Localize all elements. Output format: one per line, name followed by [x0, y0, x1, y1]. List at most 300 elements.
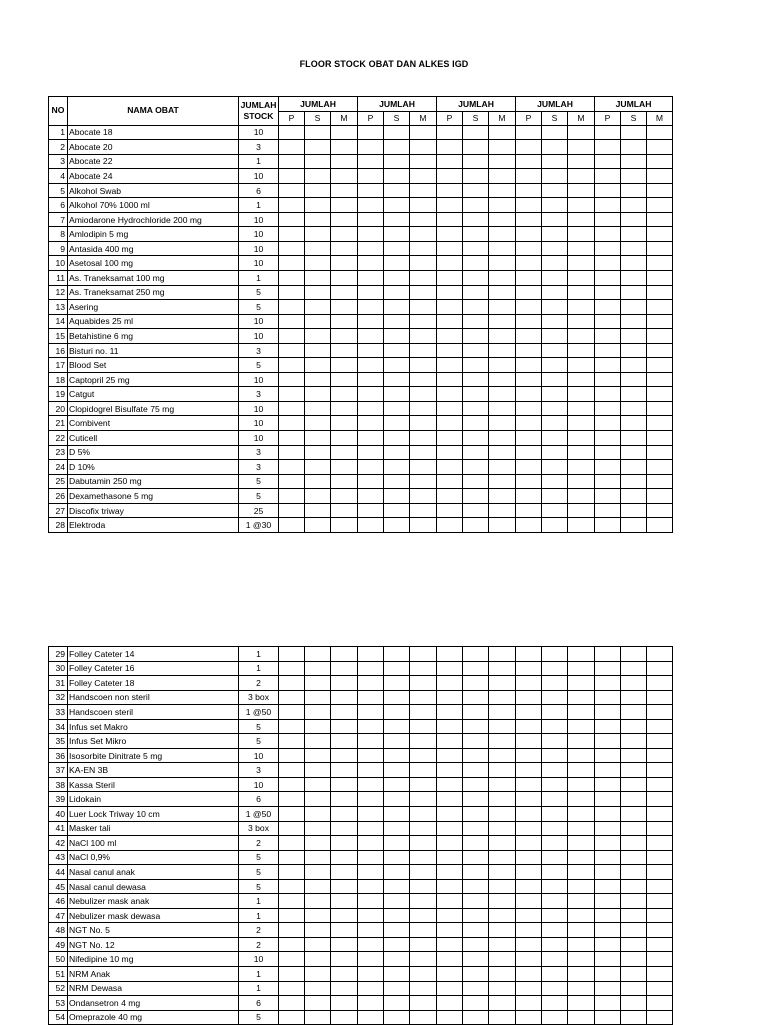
count-cell[interactable] [463, 879, 489, 894]
count-cell[interactable] [568, 879, 595, 894]
count-cell[interactable] [384, 314, 410, 329]
count-cell[interactable] [410, 358, 437, 373]
count-cell[interactable] [516, 358, 542, 373]
count-cell[interactable] [463, 952, 489, 967]
count-cell[interactable] [595, 908, 621, 923]
count-cell[interactable] [358, 140, 384, 155]
count-cell[interactable] [384, 154, 410, 169]
count-cell[interactable] [568, 445, 595, 460]
count-cell[interactable] [279, 967, 305, 982]
count-cell[interactable] [568, 285, 595, 300]
count-cell[interactable] [279, 285, 305, 300]
count-cell[interactable] [621, 865, 647, 880]
count-cell[interactable] [647, 807, 673, 822]
count-cell[interactable] [279, 690, 305, 705]
count-cell[interactable] [331, 358, 358, 373]
count-cell[interactable] [358, 908, 384, 923]
count-cell[interactable] [647, 460, 673, 475]
count-cell[interactable] [410, 154, 437, 169]
count-cell[interactable] [647, 734, 673, 749]
count-cell[interactable] [516, 879, 542, 894]
count-cell[interactable] [358, 821, 384, 836]
count-cell[interactable] [279, 140, 305, 155]
count-cell[interactable] [542, 460, 568, 475]
count-cell[interactable] [621, 792, 647, 807]
count-cell[interactable] [384, 169, 410, 184]
count-cell[interactable] [647, 227, 673, 242]
count-cell[interactable] [621, 1010, 647, 1025]
count-cell[interactable] [542, 1010, 568, 1025]
count-cell[interactable] [568, 952, 595, 967]
count-cell[interactable] [595, 850, 621, 865]
count-cell[interactable] [358, 937, 384, 952]
count-cell[interactable] [384, 690, 410, 705]
count-cell[interactable] [489, 792, 516, 807]
count-cell[interactable] [595, 981, 621, 996]
count-cell[interactable] [331, 865, 358, 880]
count-cell[interactable] [437, 981, 463, 996]
count-cell[interactable] [621, 416, 647, 431]
count-cell[interactable] [305, 661, 331, 676]
count-cell[interactable] [384, 445, 410, 460]
count-cell[interactable] [568, 358, 595, 373]
count-cell[interactable] [410, 690, 437, 705]
count-cell[interactable] [621, 401, 647, 416]
count-cell[interactable] [437, 503, 463, 518]
count-cell[interactable] [279, 821, 305, 836]
count-cell[interactable] [463, 460, 489, 475]
count-cell[interactable] [358, 300, 384, 315]
count-cell[interactable] [305, 285, 331, 300]
count-cell[interactable] [516, 908, 542, 923]
count-cell[interactable] [647, 503, 673, 518]
count-cell[interactable] [331, 850, 358, 865]
count-cell[interactable] [384, 719, 410, 734]
count-cell[interactable] [358, 967, 384, 982]
count-cell[interactable] [595, 792, 621, 807]
count-cell[interactable] [410, 937, 437, 952]
count-cell[interactable] [568, 140, 595, 155]
count-cell[interactable] [410, 431, 437, 446]
count-cell[interactable] [358, 865, 384, 880]
count-cell[interactable] [331, 416, 358, 431]
count-cell[interactable] [489, 763, 516, 778]
count-cell[interactable] [463, 431, 489, 446]
count-cell[interactable] [437, 836, 463, 851]
count-cell[interactable] [542, 212, 568, 227]
count-cell[interactable] [542, 198, 568, 213]
count-cell[interactable] [279, 777, 305, 792]
count-cell[interactable] [384, 198, 410, 213]
count-cell[interactable] [595, 836, 621, 851]
count-cell[interactable] [568, 154, 595, 169]
count-cell[interactable] [358, 489, 384, 504]
count-cell[interactable] [384, 777, 410, 792]
count-cell[interactable] [621, 908, 647, 923]
count-cell[interactable] [647, 387, 673, 402]
count-cell[interactable] [358, 271, 384, 286]
count-cell[interactable] [489, 241, 516, 256]
count-cell[interactable] [279, 865, 305, 880]
count-cell[interactable] [358, 387, 384, 402]
count-cell[interactable] [358, 198, 384, 213]
count-cell[interactable] [384, 763, 410, 778]
count-cell[interactable] [410, 719, 437, 734]
count-cell[interactable] [358, 372, 384, 387]
count-cell[interactable] [384, 125, 410, 140]
count-cell[interactable] [279, 372, 305, 387]
count-cell[interactable] [331, 908, 358, 923]
count-cell[interactable] [331, 503, 358, 518]
count-cell[interactable] [305, 372, 331, 387]
count-cell[interactable] [305, 460, 331, 475]
count-cell[interactable] [647, 198, 673, 213]
count-cell[interactable] [621, 489, 647, 504]
count-cell[interactable] [595, 343, 621, 358]
count-cell[interactable] [516, 923, 542, 938]
count-cell[interactable] [542, 489, 568, 504]
count-cell[interactable] [437, 807, 463, 822]
count-cell[interactable] [621, 285, 647, 300]
count-cell[interactable] [647, 719, 673, 734]
count-cell[interactable] [516, 894, 542, 909]
count-cell[interactable] [647, 300, 673, 315]
count-cell[interactable] [621, 198, 647, 213]
count-cell[interactable] [384, 431, 410, 446]
count-cell[interactable] [489, 952, 516, 967]
count-cell[interactable] [279, 518, 305, 533]
count-cell[interactable] [410, 763, 437, 778]
count-cell[interactable] [647, 329, 673, 344]
count-cell[interactable] [384, 241, 410, 256]
count-cell[interactable] [489, 285, 516, 300]
count-cell[interactable] [437, 256, 463, 271]
count-cell[interactable] [595, 125, 621, 140]
count-cell[interactable] [542, 125, 568, 140]
count-cell[interactable] [384, 372, 410, 387]
count-cell[interactable] [358, 981, 384, 996]
count-cell[interactable] [331, 719, 358, 734]
count-cell[interactable] [647, 1010, 673, 1025]
count-cell[interactable] [647, 343, 673, 358]
count-cell[interactable] [279, 748, 305, 763]
count-cell[interactable] [595, 967, 621, 982]
count-cell[interactable] [331, 387, 358, 402]
count-cell[interactable] [384, 748, 410, 763]
count-cell[interactable] [542, 314, 568, 329]
count-cell[interactable] [647, 865, 673, 880]
count-cell[interactable] [384, 850, 410, 865]
count-cell[interactable] [305, 807, 331, 822]
count-cell[interactable] [621, 372, 647, 387]
count-cell[interactable] [621, 125, 647, 140]
count-cell[interactable] [410, 125, 437, 140]
count-cell[interactable] [358, 734, 384, 749]
count-cell[interactable] [305, 401, 331, 416]
count-cell[interactable] [489, 908, 516, 923]
count-cell[interactable] [358, 125, 384, 140]
count-cell[interactable] [384, 416, 410, 431]
count-cell[interactable] [463, 489, 489, 504]
count-cell[interactable] [437, 474, 463, 489]
count-cell[interactable] [489, 314, 516, 329]
count-cell[interactable] [331, 1010, 358, 1025]
count-cell[interactable] [358, 343, 384, 358]
count-cell[interactable] [463, 777, 489, 792]
count-cell[interactable] [568, 401, 595, 416]
count-cell[interactable] [331, 285, 358, 300]
count-cell[interactable] [621, 967, 647, 982]
count-cell[interactable] [331, 401, 358, 416]
count-cell[interactable] [647, 241, 673, 256]
count-cell[interactable] [595, 1010, 621, 1025]
count-cell[interactable] [595, 241, 621, 256]
count-cell[interactable] [410, 489, 437, 504]
count-cell[interactable] [331, 154, 358, 169]
count-cell[interactable] [331, 690, 358, 705]
count-cell[interactable] [621, 460, 647, 475]
count-cell[interactable] [279, 445, 305, 460]
count-cell[interactable] [516, 967, 542, 982]
count-cell[interactable] [647, 763, 673, 778]
count-cell[interactable] [595, 401, 621, 416]
count-cell[interactable] [384, 807, 410, 822]
count-cell[interactable] [437, 792, 463, 807]
count-cell[interactable] [305, 503, 331, 518]
count-cell[interactable] [463, 183, 489, 198]
count-cell[interactable] [437, 241, 463, 256]
count-cell[interactable] [305, 690, 331, 705]
count-cell[interactable] [410, 503, 437, 518]
count-cell[interactable] [621, 314, 647, 329]
count-cell[interactable] [384, 329, 410, 344]
count-cell[interactable] [463, 256, 489, 271]
count-cell[interactable] [358, 256, 384, 271]
count-cell[interactable] [568, 329, 595, 344]
count-cell[interactable] [463, 343, 489, 358]
count-cell[interactable] [437, 227, 463, 242]
count-cell[interactable] [384, 996, 410, 1011]
count-cell[interactable] [279, 154, 305, 169]
count-cell[interactable] [621, 996, 647, 1011]
count-cell[interactable] [384, 894, 410, 909]
count-cell[interactable] [331, 705, 358, 720]
count-cell[interactable] [542, 850, 568, 865]
count-cell[interactable] [463, 241, 489, 256]
count-cell[interactable] [279, 719, 305, 734]
count-cell[interactable] [568, 661, 595, 676]
count-cell[interactable] [384, 792, 410, 807]
count-cell[interactable] [647, 140, 673, 155]
count-cell[interactable] [279, 952, 305, 967]
count-cell[interactable] [647, 821, 673, 836]
count-cell[interactable] [279, 937, 305, 952]
count-cell[interactable] [621, 690, 647, 705]
count-cell[interactable] [358, 647, 384, 662]
count-cell[interactable] [463, 748, 489, 763]
count-cell[interactable] [331, 329, 358, 344]
count-cell[interactable] [305, 748, 331, 763]
count-cell[interactable] [463, 836, 489, 851]
count-cell[interactable] [595, 227, 621, 242]
count-cell[interactable] [437, 996, 463, 1011]
count-cell[interactable] [279, 358, 305, 373]
count-cell[interactable] [305, 676, 331, 691]
count-cell[interactable] [542, 431, 568, 446]
count-cell[interactable] [595, 416, 621, 431]
count-cell[interactable] [437, 923, 463, 938]
count-cell[interactable] [516, 431, 542, 446]
count-cell[interactable] [331, 489, 358, 504]
count-cell[interactable] [568, 967, 595, 982]
count-cell[interactable] [463, 372, 489, 387]
count-cell[interactable] [305, 705, 331, 720]
count-cell[interactable] [542, 879, 568, 894]
count-cell[interactable] [542, 154, 568, 169]
count-cell[interactable] [437, 372, 463, 387]
count-cell[interactable] [595, 387, 621, 402]
count-cell[interactable] [331, 894, 358, 909]
count-cell[interactable] [516, 125, 542, 140]
count-cell[interactable] [279, 300, 305, 315]
count-cell[interactable] [489, 212, 516, 227]
count-cell[interactable] [358, 212, 384, 227]
count-cell[interactable] [489, 445, 516, 460]
count-cell[interactable] [595, 807, 621, 822]
count-cell[interactable] [489, 748, 516, 763]
count-cell[interactable] [463, 518, 489, 533]
count-cell[interactable] [647, 169, 673, 184]
count-cell[interactable] [384, 705, 410, 720]
count-cell[interactable] [305, 937, 331, 952]
count-cell[interactable] [489, 387, 516, 402]
count-cell[interactable] [279, 198, 305, 213]
count-cell[interactable] [621, 343, 647, 358]
count-cell[interactable] [384, 821, 410, 836]
count-cell[interactable] [279, 879, 305, 894]
count-cell[interactable] [279, 850, 305, 865]
count-cell[interactable] [358, 777, 384, 792]
count-cell[interactable] [647, 256, 673, 271]
count-cell[interactable] [463, 807, 489, 822]
count-cell[interactable] [595, 719, 621, 734]
count-cell[interactable] [331, 996, 358, 1011]
count-cell[interactable] [437, 169, 463, 184]
count-cell[interactable] [279, 125, 305, 140]
count-cell[interactable] [410, 734, 437, 749]
count-cell[interactable] [621, 503, 647, 518]
count-cell[interactable] [410, 518, 437, 533]
count-cell[interactable] [542, 952, 568, 967]
count-cell[interactable] [384, 285, 410, 300]
count-cell[interactable] [542, 372, 568, 387]
count-cell[interactable] [331, 748, 358, 763]
count-cell[interactable] [305, 908, 331, 923]
count-cell[interactable] [305, 996, 331, 1011]
count-cell[interactable] [516, 952, 542, 967]
count-cell[interactable] [305, 300, 331, 315]
count-cell[interactable] [516, 705, 542, 720]
count-cell[interactable] [647, 894, 673, 909]
count-cell[interactable] [647, 661, 673, 676]
count-cell[interactable] [568, 169, 595, 184]
count-cell[interactable] [516, 981, 542, 996]
count-cell[interactable] [437, 314, 463, 329]
count-cell[interactable] [437, 198, 463, 213]
count-cell[interactable] [384, 212, 410, 227]
count-cell[interactable] [437, 401, 463, 416]
count-cell[interactable] [305, 314, 331, 329]
count-cell[interactable] [489, 431, 516, 446]
count-cell[interactable] [542, 690, 568, 705]
count-cell[interactable] [437, 676, 463, 691]
count-cell[interactable] [621, 879, 647, 894]
count-cell[interactable] [463, 676, 489, 691]
count-cell[interactable] [516, 792, 542, 807]
count-cell[interactable] [279, 676, 305, 691]
count-cell[interactable] [568, 821, 595, 836]
count-cell[interactable] [384, 981, 410, 996]
count-cell[interactable] [384, 183, 410, 198]
count-cell[interactable] [542, 996, 568, 1011]
count-cell[interactable] [331, 125, 358, 140]
count-cell[interactable] [331, 879, 358, 894]
count-cell[interactable] [568, 256, 595, 271]
count-cell[interactable] [568, 792, 595, 807]
count-cell[interactable] [437, 271, 463, 286]
count-cell[interactable] [647, 937, 673, 952]
count-cell[interactable] [647, 981, 673, 996]
count-cell[interactable] [279, 489, 305, 504]
count-cell[interactable] [437, 690, 463, 705]
count-cell[interactable] [621, 241, 647, 256]
count-cell[interactable] [516, 314, 542, 329]
count-cell[interactable] [516, 821, 542, 836]
count-cell[interactable] [384, 503, 410, 518]
count-cell[interactable] [410, 343, 437, 358]
count-cell[interactable] [410, 850, 437, 865]
count-cell[interactable] [437, 865, 463, 880]
count-cell[interactable] [568, 416, 595, 431]
count-cell[interactable] [437, 489, 463, 504]
count-cell[interactable] [568, 807, 595, 822]
count-cell[interactable] [279, 923, 305, 938]
count-cell[interactable] [595, 647, 621, 662]
count-cell[interactable] [568, 908, 595, 923]
count-cell[interactable] [358, 460, 384, 475]
count-cell[interactable] [647, 372, 673, 387]
count-cell[interactable] [358, 416, 384, 431]
count-cell[interactable] [621, 271, 647, 286]
count-cell[interactable] [647, 489, 673, 504]
count-cell[interactable] [595, 445, 621, 460]
count-cell[interactable] [647, 416, 673, 431]
count-cell[interactable] [463, 763, 489, 778]
count-cell[interactable] [437, 734, 463, 749]
count-cell[interactable] [279, 474, 305, 489]
count-cell[interactable] [516, 474, 542, 489]
count-cell[interactable] [437, 763, 463, 778]
count-cell[interactable] [305, 792, 331, 807]
count-cell[interactable] [437, 358, 463, 373]
count-cell[interactable] [410, 300, 437, 315]
count-cell[interactable] [305, 329, 331, 344]
count-cell[interactable] [305, 967, 331, 982]
count-cell[interactable] [437, 183, 463, 198]
count-cell[interactable] [595, 923, 621, 938]
count-cell[interactable] [463, 967, 489, 982]
count-cell[interactable] [305, 1010, 331, 1025]
